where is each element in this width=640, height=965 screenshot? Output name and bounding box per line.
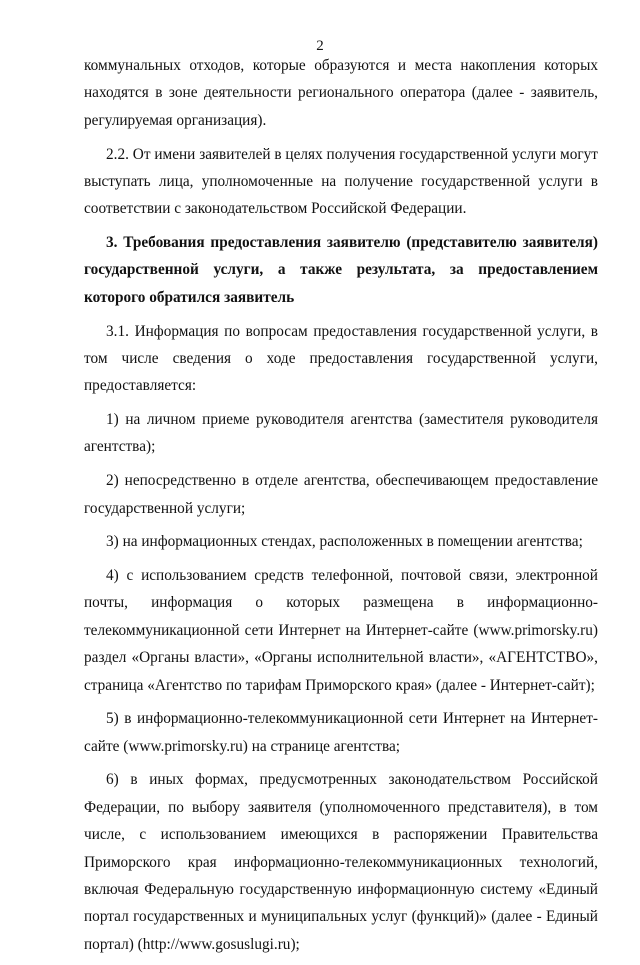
list-item-1: 1) на личном приеме руководителя агентства (заместителя руководителя агентства); bbox=[84, 411, 598, 456]
paragraph-2-2: 2.2. От имени заявителей в целях получения государственной услуги могут выступать лица, уполномоченные на получение государственной услуги в соответствии с законодательством Российской Федерации. bbox=[84, 145, 598, 218]
section-heading-3: 3. Требования предоставления заявителю (представителю заявителя) государственной услуги, а также результата, за предоставлением которого обратился заявитель bbox=[84, 234, 598, 306]
document-body bbox=[84, 52, 598, 965]
list-item-4: 4) с использованием средств телефонной, почтовой связи, электронной почты, информация о которых размещена в информационно-телекоммуникационной сети Интернет на Интернет-сайте (www.primorsky.ru) раздел «Органы власти», «Органы исполнительной власти», «АГЕНТСТВО», страница «Агентство по тарифам Приморского края» (далее - Интернет-сайт); bbox=[84, 566, 598, 694]
list-item-2: 2) непосредственно в отделе агентства, обеспечивающем предоставление государственной услуги; bbox=[84, 472, 598, 517]
list-item-3: 3) на информационных стендах, расположенных в помещении агентства; bbox=[106, 533, 583, 551]
paragraph-3-1: 3.1. Информация по вопросам предоставления государственной услуги, в том числе сведения о ходе предоставления государственной услуги, предоставляется: bbox=[84, 322, 598, 395]
paragraph-continuation: коммунальных отходов, которые образуются и места накопления которых находятся в зоне деятельности регионального оператора (далее - заявитель, регулируемая организация). bbox=[84, 57, 598, 129]
list-item-6: 6) в иных формах, предусмотренных законодательством Российской Федерации, по выбору заявителя (уполномоченного представителя), в том числе, с использованием имеющихся в распоряжении Правительства Приморского края информационно-телекоммуникационных технологий, включая Федеральную государственную информационную систему «Единый портал государственных и муниципальных услуг (функций)» (далее - Единый портал) (http://www.gosuslugi.ru); bbox=[84, 771, 598, 953]
list-item-5: 5) в информационно-телекоммуникационной сети Интернет на Интернет-сайте (www.primorsky.ru) на странице агентства; bbox=[84, 710, 598, 755]
page-number: 2 bbox=[316, 38, 324, 54]
